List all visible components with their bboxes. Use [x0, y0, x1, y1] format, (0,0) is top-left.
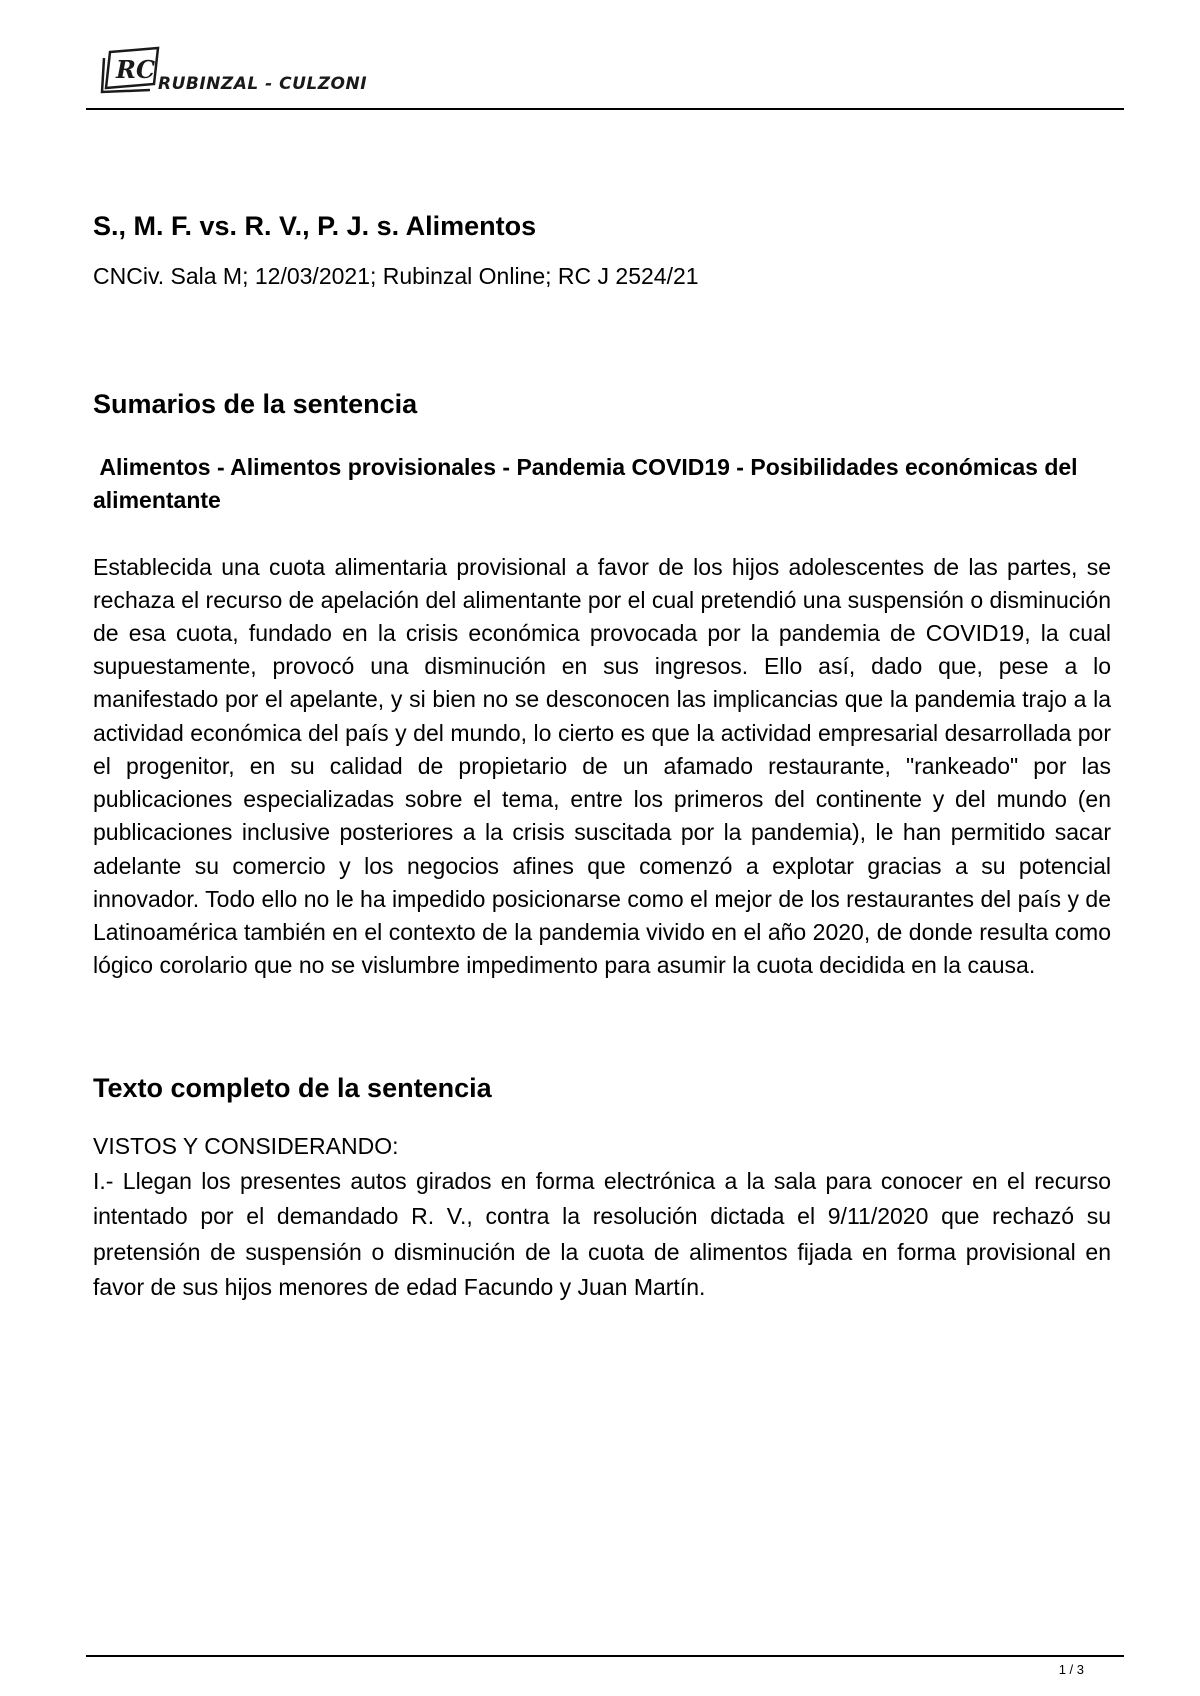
case-citation: CNCiv. Sala M; 12/03/2021; Rubinzal Online; RC J 2524/21 [93, 263, 699, 290]
page-header [86, 40, 1124, 112]
full-text-paragraph: I.- Llegan los presentes autos girados en forma electrónica a la sala para conocer en el recurso intentado por el demandado R. V., contra la resolución dictada el 9/11/2020 que rechazó su pretensión de suspensión o disminución de la cuota de alimentos fijada en forma provisional en favor de sus hijos menores de edad Facundo y Juan Martín. [93, 1167, 1111, 1301]
header-rule [86, 108, 1124, 110]
summary-topic-text: Alimentos - Alimentos provisionales - Pandemia COVID19 - Posibilidades económicas del alimentante [93, 453, 1078, 513]
page-footer [86, 1655, 1124, 1695]
footer-rule [86, 1655, 1124, 1657]
summaries-heading: Sumarios de la sentencia [93, 389, 418, 420]
page-number: 1 / 3 [1058, 1662, 1084, 1677]
publisher-logo [100, 46, 400, 96]
full-text-heading: Texto completo de la sentencia [93, 1073, 492, 1104]
summary-paragraph: Establecida una cuota alimentaria provisional a favor de los hijos adolescentes de las partes, se rechaza el recurso de apelación del alimentante por el cual pretendió una suspensión o disminución de esa cuota, fundado en la crisis económica provocada por la pandemia de COVID19, la cual supuestamente, provocó una disminución en sus ingresos. Ello así, dado que, pese a lo manifestado por el apelante, y si bien no se desconocen las implicancias que la pandemia trajo a la actividad económica del país y del mundo, lo cierto es que la actividad empresarial desarrollada por el progenitor, en su calidad de propietario de un afamado restaurante, "rankeado" por las publicaciones especializadas sobre el tema, entre los primeros del continente y del mundo (en publicaciones inclusive posteriores a la crisis suscitada por la pandemia), le han permitido sacar adelante su comercio y los negocios afines que comenzó a explotar gracias a su potencial innovador. Todo ello no le ha impedido posicionarse como el mejor de los restaurantes del país y de Latinoamérica también en el contexto de la pandemia vivido en el año 2020, de donde resulta como lógico corolario que no se vislumbre impedimento para asumir la cuota decidida en la causa. [93, 553, 1111, 979]
brand-name: RUBINZAL - CULZONI [158, 74, 368, 94]
case-title: S., M. F. vs. R. V., P. J. s. Alimentos [93, 211, 537, 241]
rc-logo-icon [100, 46, 162, 96]
summary-topic [93, 451, 1111, 517]
logo-monogram: RC [116, 55, 156, 84]
vistos-line: VISTOS Y CONSIDERANDO: [93, 1132, 399, 1159]
document-body [93, 210, 1111, 1306]
